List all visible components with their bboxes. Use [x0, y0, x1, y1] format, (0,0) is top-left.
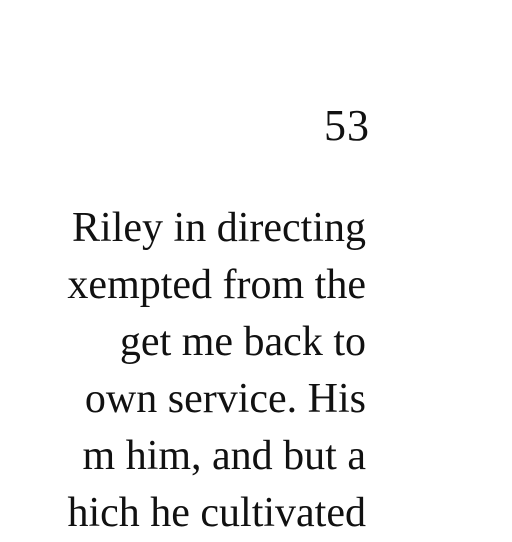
text-line: own service. His — [84, 376, 366, 422]
page-number: 53 — [324, 101, 370, 150]
text-line: xempted from the — [67, 262, 366, 308]
text-line: hich he cultivated — [67, 490, 366, 536]
body-text — [0, 200, 366, 542]
text-line: get me back to — [119, 319, 366, 365]
text-line: Riley in directing — [72, 205, 366, 251]
text-line: m him, and but a — [82, 433, 366, 479]
